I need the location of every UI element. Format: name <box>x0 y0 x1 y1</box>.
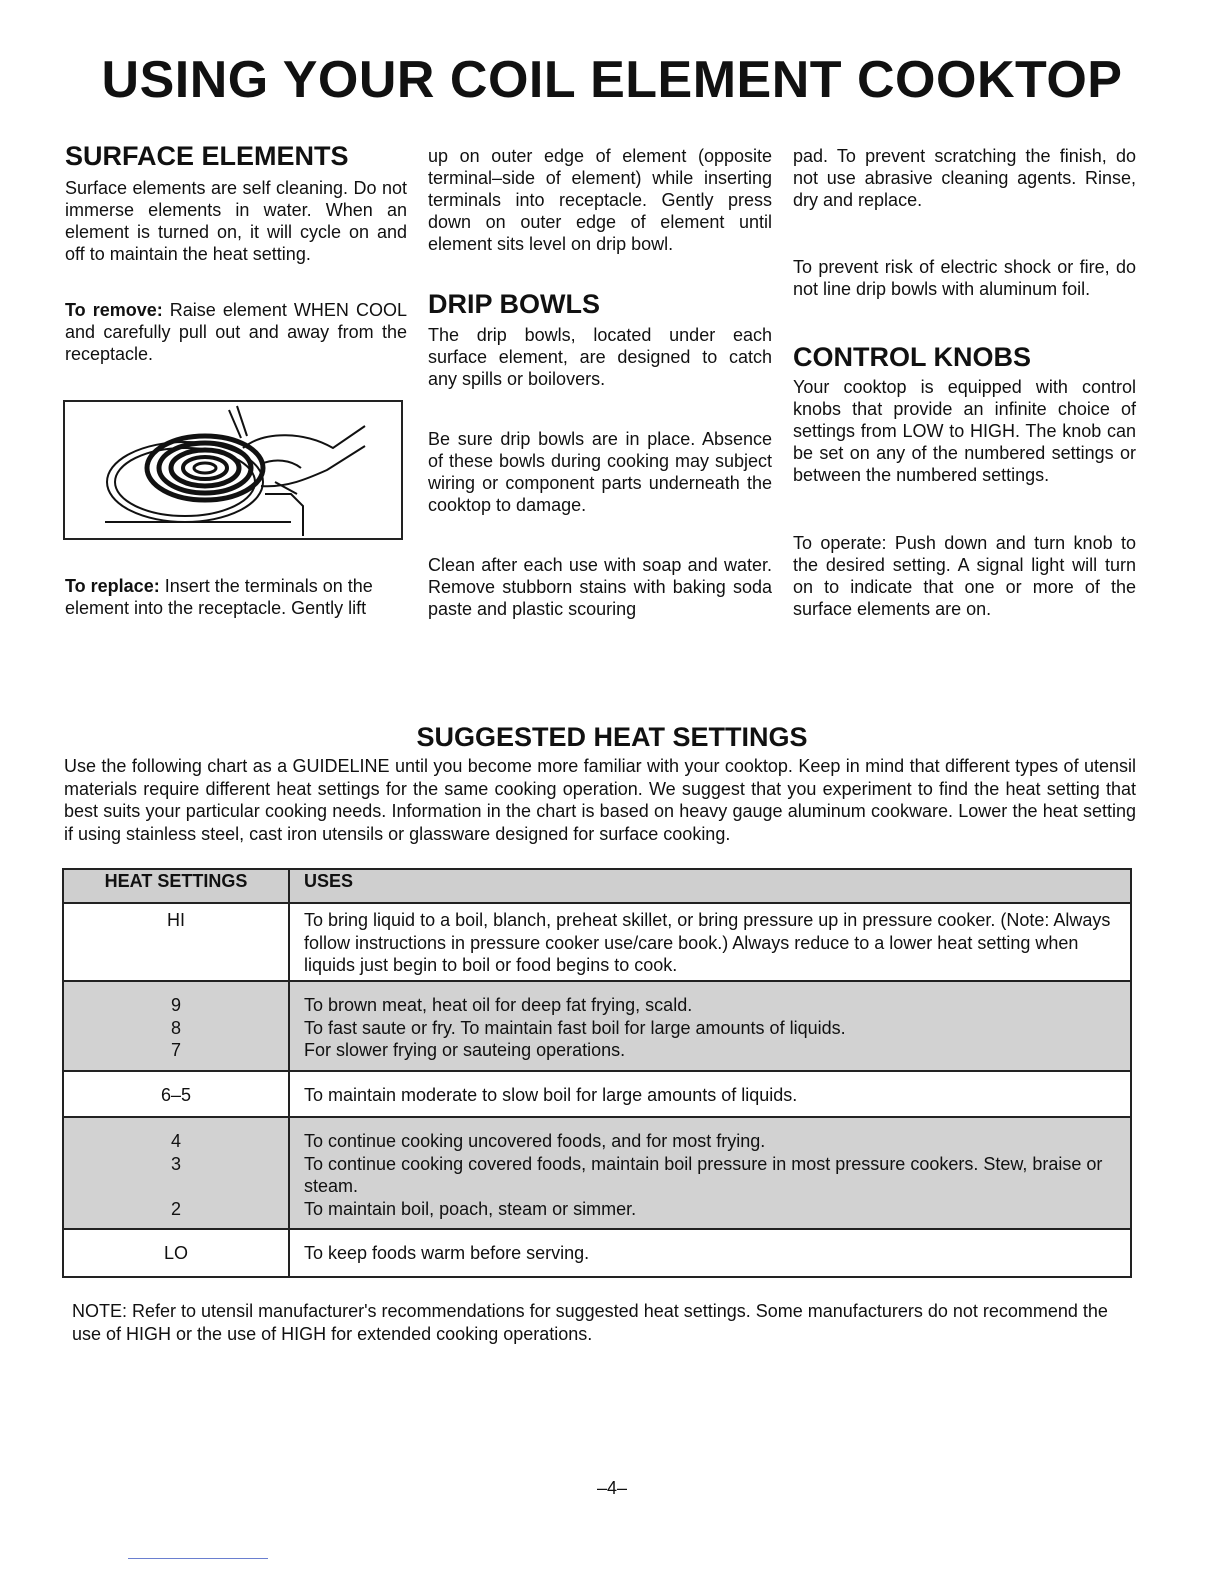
setting-cell <box>63 981 289 1071</box>
use-text: To continue cooking covered foods, maintain boil pressure in most pressure cookers. Stew, braise or steam. <box>304 1153 1103 1196</box>
use-text: To continue cooking uncovered foods, and for most frying. <box>304 1131 766 1151</box>
use-cell <box>289 1117 1131 1229</box>
setting-value: 4 <box>170 1131 181 1151</box>
coil-element-illustration <box>63 400 403 540</box>
remove-instructions <box>65 299 407 365</box>
use-text: For slower frying or sauteing operations. <box>304 1040 626 1060</box>
use-text: To fast saute or fry. To maintain fast boil for large amounts of liquids. <box>304 1017 846 1038</box>
replace-label: To replace: <box>65 576 160 596</box>
surface-elements-heading: SURFACE ELEMENTS <box>65 141 349 171</box>
heat-settings-column-header: HEAT SETTINGS <box>63 869 289 903</box>
heat-settings-intro: Use the following chart as a GUIDELINE until you become more familiar with your cooktop. Keep in mind that different types of utensil materials require different heat settings for the same cooking operation. We suggest that you experiment to find the heat setting that best suits your particular cooking needs. Information in the chart is based on heavy gauge aluminum cookware. Lower the heat setting if using stainless steel, cast iron utensils or glassware designed for surface cooking. <box>64 756 1136 844</box>
table-row <box>63 1117 1131 1229</box>
table-row <box>63 903 1131 981</box>
replace-instructions <box>65 575 407 619</box>
replace-instructions-continued: up on outer edge of element (opposite terminal–side of element) while inserting terminals into receptacle. Gently press down on outer edge of element until element sits level on drip bowl. <box>428 146 772 254</box>
table-row <box>63 1071 1131 1117</box>
use-cell: To maintain moderate to slow boil for large amounts of liquids. <box>289 1071 1131 1117</box>
setting-cell: HI <box>63 903 289 981</box>
remove-text: Raise element WHEN COOL and carefully pull out and away from the receptacle. <box>65 300 407 364</box>
control-knobs-paragraph-2: To operate: Push down and turn knob to the desired setting. A signal light will turn on to indicate that one or more of the surface elements are on. <box>793 533 1136 619</box>
setting-value: 7 <box>170 1040 181 1060</box>
coil-element-drawing <box>65 402 401 538</box>
drip-bowls-paragraph-3: Clean after each use with soap and water. Remove stubborn stains with baking soda paste and plastic scouring <box>428 555 772 619</box>
setting-cell <box>63 1117 289 1229</box>
page-number: –4– <box>596 1478 628 1498</box>
heat-settings-table <box>62 868 1132 1278</box>
uses-column-header: USES <box>289 869 1131 903</box>
footer-rule <box>128 1558 268 1559</box>
page-title: USING YOUR COIL ELEMENT COOKTOP <box>101 51 1123 109</box>
use-text: To maintain boil, poach, steam or simmer. <box>304 1198 637 1219</box>
control-knobs-heading: CONTROL KNOBS <box>793 342 1032 372</box>
setting-cell: LO <box>63 1229 289 1277</box>
use-text: To brown meat, heat oil for deep fat frying, scald. <box>304 995 693 1015</box>
setting-cell: 6–5 <box>63 1071 289 1117</box>
replace-text: Insert the terminals on the element into the receptacle. Gently lift <box>65 576 373 618</box>
remove-label: To remove: <box>65 300 163 320</box>
setting-value: 3 <box>170 1153 181 1174</box>
setting-value: 8 <box>170 1017 181 1038</box>
drip-bowls-warning: To prevent risk of electric shock or fire, do not line drip bowls with aluminum foil. <box>793 257 1136 299</box>
table-header-row <box>63 869 1131 903</box>
setting-value: 9 <box>170 995 181 1015</box>
drip-bowls-heading: DRIP BOWLS <box>428 289 601 319</box>
setting-spacer <box>64 1175 288 1198</box>
table-row <box>63 1229 1131 1277</box>
use-cell: To keep foods warm before serving. <box>289 1229 1131 1277</box>
table-row <box>63 981 1131 1071</box>
control-knobs-paragraph-1: Your cooktop is equipped with control knobs that provide an infinite choice of settings from LOW to HIGH. The knob can be set on any of the numbered settings or between the numbered settings. <box>793 377 1136 485</box>
heat-settings-heading: SUGGESTED HEAT SETTINGS <box>416 722 808 752</box>
use-cell: To bring liquid to a boil, blanch, preheat skillet, or bring pressure up in pressure cooker. (Note: Always follow instructions in pressure cooker use/care book.) Always reduce to a lower heat setting when liquids just begin to boil or food begins to cook. <box>289 903 1131 981</box>
drip-bowls-paragraph-1: The drip bowls, located under each surface element, are designed to catch any spills or boilovers. <box>428 325 772 389</box>
drip-bowls-paragraph-2: Be sure drip bowls are in place. Absence of these bowls during cooking may subject wiring or component parts underneath the cooktop to damage. <box>428 429 772 515</box>
heat-settings-note: NOTE: Refer to utensil manufacturer's recommendations for suggested heat settings. Some manufacturers do not recommend the use of HIGH or the use of HIGH for extended cooking operations. <box>72 1301 1108 1344</box>
surface-elements-intro: Surface elements are self cleaning. Do not immerse elements in water. When an element is turned on, it will cycle on and off to maintain the heat setting. <box>65 178 407 264</box>
drip-bowls-paragraph-3-continued: pad. To prevent scratching the finish, do not use abrasive cleaning agents. Rinse, dry and replace. <box>793 146 1136 210</box>
setting-value: 2 <box>170 1198 181 1219</box>
use-cell <box>289 981 1131 1071</box>
